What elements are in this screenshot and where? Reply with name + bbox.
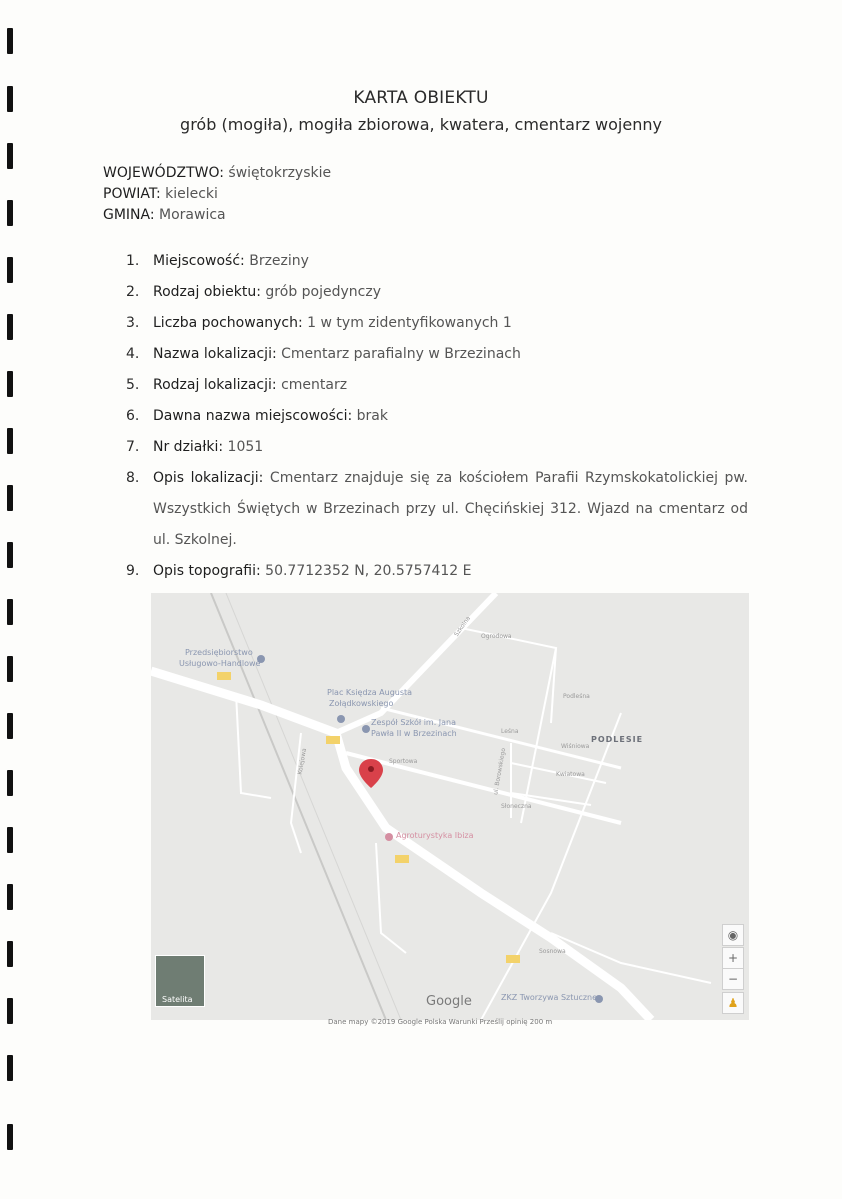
map-canvas: [151, 593, 749, 1020]
zoom-out-button[interactable]: −: [722, 968, 744, 990]
poi-label: Przedsiębiorstwo: [185, 648, 253, 657]
binder-hole: [7, 941, 13, 967]
street-label: Kwiatowa: [556, 771, 585, 778]
road-badge: [506, 955, 520, 963]
binder-holes: [7, 0, 13, 1199]
binder-hole: [7, 428, 13, 454]
street-label: Leśna: [501, 728, 519, 735]
list-item: [126, 432, 748, 463]
item-value: Cmentarz znajduje się za kościołem Parafii Rzymskokatolickiej pw. Wszystkich Świętych w Brzezinach przy ul. Chęcińskiej 312. Wjazd na cmentarz od ul. Szkolnej.: [153, 470, 748, 548]
item-number: 6.: [126, 408, 140, 424]
item-value: brak: [356, 408, 388, 424]
item-value: 1051: [227, 439, 264, 455]
street-label: ul. Borowskiego: [492, 747, 508, 796]
zoom-in-button[interactable]: +: [722, 947, 744, 969]
binder-hole: [7, 1124, 13, 1150]
list-item: [126, 370, 748, 401]
binder-hole: [7, 257, 13, 283]
binder-hole: [7, 713, 13, 739]
street-label: Sportowa: [389, 758, 418, 765]
poi-label: Plac Księdza Augusta: [327, 688, 413, 697]
satellite-label: Satelita: [162, 995, 193, 1004]
map-attribution: Dane mapy ©2019 Google Polska Warunki Prześlij opinię 200 m: [328, 1018, 553, 1026]
binder-hole: [7, 314, 13, 340]
item-number: 4.: [126, 346, 140, 362]
item-label: Dawna nazwa miejscowości:: [153, 408, 353, 424]
commune-label: GMINA:: [103, 207, 155, 223]
item-label: Rodzaj obiektu:: [153, 284, 261, 300]
street-label: Kolejowa: [296, 747, 309, 776]
county-label: POWIAT:: [103, 186, 161, 202]
satellite-toggle[interactable]: [155, 955, 205, 1007]
item-label: Nazwa lokalizacji:: [153, 346, 277, 362]
binder-hole: [7, 200, 13, 226]
list-item: [126, 463, 748, 556]
item-value: Brzeziny: [249, 253, 309, 269]
county-value: kielecki: [165, 186, 218, 202]
item-value: 50.7712352 N, 20.5757412 E: [265, 563, 472, 579]
poi-label: Pawła II w Brzezinach: [371, 729, 457, 738]
street-label: Sosnowa: [539, 948, 566, 955]
railway-line: [211, 593, 386, 1020]
binder-hole: [7, 542, 13, 568]
county-row: [103, 184, 331, 205]
street-label: Słoneczna: [501, 803, 532, 810]
item-number: 7.: [126, 439, 140, 455]
item-label: Nr działki:: [153, 439, 224, 455]
voivodeship-label: WOJEWÓDZTWO:: [103, 165, 224, 181]
item-label: Opis topografii:: [153, 563, 261, 579]
binder-hole: [7, 884, 13, 910]
list-item: [126, 246, 748, 277]
street-label: Ogrodowa: [481, 633, 512, 640]
object-details-list: [126, 246, 748, 587]
street-road: [336, 593, 496, 733]
binder-hole: [7, 827, 13, 853]
poi-label: ZKZ Tworzywa Sztuczne: [501, 993, 598, 1002]
binder-hole: [7, 656, 13, 682]
street-view-button[interactable]: [722, 992, 744, 1014]
binder-hole: [7, 28, 13, 54]
road-badge: [326, 736, 340, 744]
item-number: 1.: [126, 253, 140, 269]
list-item: [126, 308, 748, 339]
poi-label: Zołądkowskiego: [329, 699, 394, 708]
binder-hole: [7, 485, 13, 511]
poi-pin-icon: [362, 725, 370, 733]
street-label: Szkolna: [453, 615, 473, 638]
item-value: cmentarz: [281, 377, 348, 393]
street-road: [346, 753, 621, 823]
poi-label: Zespół Szkół im. Jana: [371, 718, 457, 727]
voivodeship-value: świętokrzyskie: [228, 165, 332, 181]
item-label: Opis lokalizacji:: [153, 470, 264, 486]
list-item: [126, 277, 748, 308]
item-value: 1 w tym zidentyfikowanych 1: [307, 315, 512, 331]
item-value: grób pojedynczy: [265, 284, 381, 300]
binder-hole: [7, 998, 13, 1024]
document-subtitle: grób (mogiła), mogiła zbiorowa, kwatera, cmentarz wojenny: [180, 115, 662, 134]
location-marker-icon[interactable]: [359, 759, 383, 788]
road-badge: [395, 855, 409, 863]
item-number: 5.: [126, 377, 140, 393]
commune-row: [103, 205, 331, 226]
list-item: [126, 339, 748, 370]
binder-hole: [7, 371, 13, 397]
pegman-icon: ♟: [727, 996, 739, 1010]
locate-button[interactable]: [722, 924, 744, 946]
item-value: Cmentarz parafialny w Brzezinach: [281, 346, 521, 362]
binder-hole: [7, 1055, 13, 1081]
item-number: 8.: [126, 470, 140, 486]
voivodeship-row: [103, 163, 331, 184]
poi-label: Agroturystyka Ibiza: [396, 831, 474, 840]
region-info: [103, 163, 331, 226]
document-title: KARTA OBIEKTU: [353, 88, 489, 108]
poi-label: Usługowo-Handlowe: [179, 659, 261, 668]
binder-hole: [7, 599, 13, 625]
area-label: PODLESIE: [591, 735, 644, 744]
road-badge: [217, 672, 231, 680]
google-logo: Google: [426, 994, 472, 1009]
binder-hole: [7, 770, 13, 796]
poi-pin-icon: [337, 715, 345, 723]
item-number: 9.: [126, 563, 140, 579]
binder-hole: [7, 143, 13, 169]
item-label: Miejscowość:: [153, 253, 245, 269]
commune-value: Morawica: [159, 207, 226, 223]
street-label: Podleśna: [563, 693, 590, 700]
item-number: 3.: [126, 315, 140, 331]
street-label: Wiśniowa: [561, 743, 590, 750]
item-number: 2.: [126, 284, 140, 300]
list-item: [126, 401, 748, 432]
item-label: Liczba pochowanych:: [153, 315, 303, 331]
poi-pin-icon: [385, 833, 393, 841]
item-label: Rodzaj lokalizacji:: [153, 377, 277, 393]
location-map[interactable]: [151, 593, 749, 1020]
list-item: [126, 556, 748, 587]
crosshair-icon: ◉: [727, 928, 739, 942]
